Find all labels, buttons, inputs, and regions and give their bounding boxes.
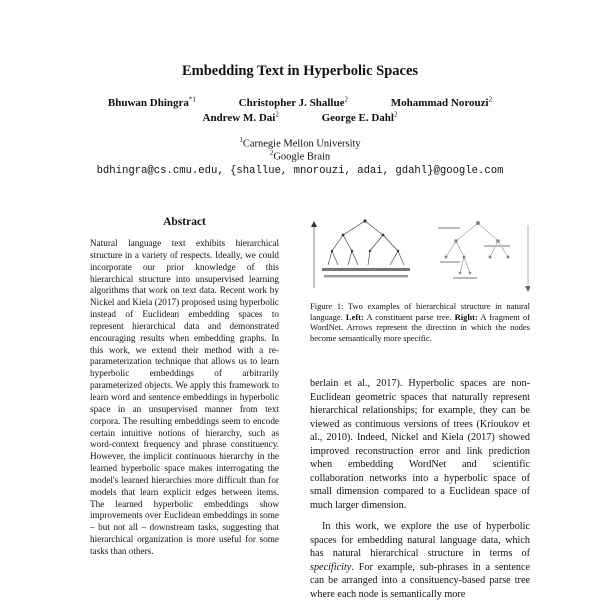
author-emails: bdhingra@cs.cmu.edu, {shallue, mnorouzi, adai, gdahl}@google.com xyxy=(96,165,504,177)
author: Christopher J. Shallue$^2$ xyxy=(238,95,348,109)
body-paragraph-1: berlain et al., 2017). Hyperbolic spaces are non-Euclidean geometric spaces that naturally represent hierarchical relationships; for example, they can be viewed as continuous versions of trees (Krioukov et al., 2010). Indeed, Nickel and Kiela (2017) showed improved reconstruction error and link prediction when embedding WordNet and scientific collaboration networks into a hyperbolic space of small dimension compared to a Euclidean space of much larger dimension. xyxy=(310,378,530,511)
paper-title: Embedding Text in Hyperbolic Spaces xyxy=(181,63,419,79)
figure-1 xyxy=(308,213,530,295)
arrow-head xyxy=(311,221,317,227)
affiliation: $^1$Carnegie Mellon University xyxy=(239,136,361,150)
figure-caption: Figure 1: Two examples of hierarchical structure in natural language. Left: A constituent parse tree. Right: A fragment of WordNet. Arrows represent the direction in which the nodes become semantically more specific. xyxy=(310,301,530,343)
author: Bhuwan Dhingra$^{*1}$ xyxy=(107,95,196,109)
author-line-1 xyxy=(0,95,600,109)
body-paragraph-2: In this work, we explore the use of hyperbolic spaces for embedding natural language data, which has natural hierarchical structure in terms of specificity. For example, sub-phrases in a sentence can be arranged into a consituency-based parse tree where each node is semantically more xyxy=(310,521,530,600)
abstract-heading: Abstract xyxy=(163,216,206,228)
author: George E. Dahl$^2$ xyxy=(321,110,398,124)
author: Andrew M. Dai$^2$ xyxy=(202,110,279,124)
arrow-head xyxy=(525,286,530,292)
parse-tree-diagram xyxy=(311,221,404,288)
wordnet-diagram xyxy=(446,223,530,292)
author: Mohammad Norouzi$^2$ xyxy=(390,95,493,109)
abstract-text: Natural language text exhibits hierarchical structure in a variety of respects. Ideally, we could incorporate our prior knowledge of this hierarchical structure into unsupervised learning algorithms that work on text data. Recent work by Nickel and Kiela (2017) proposed using hyperbolic instead of Euclidean embedding spaces to represent hierarchical data and demonstrated encouraging results when embedding graphs. In this work, we extend their method with a re-parameterization technique that allows us to learn hyperbolic embeddings of arbitrarily parameterized objects. We apply this framework to learn word and sentence embeddings in hyperbolic space in an unsupervised manner from text corpora. The resulting embeddings seem to encode certain intuitive notions of hierarchy, such as word-context frequency and phrase constituency. However, the implicit continuous hierarchy in the learned hyperbolic space makes interrogating the model's learned hierarchies more difficult than for models that learn explicit edges between items. The learned hyperbolic embeddings show improvements over Euclidean embeddings in some – but not all – downstream tasks, suggesting that hierarchical organization is more useful for some tasks than others. xyxy=(90,238,279,556)
affiliation: $^2$Google Brain xyxy=(269,149,331,163)
author-line-2 xyxy=(0,110,600,124)
